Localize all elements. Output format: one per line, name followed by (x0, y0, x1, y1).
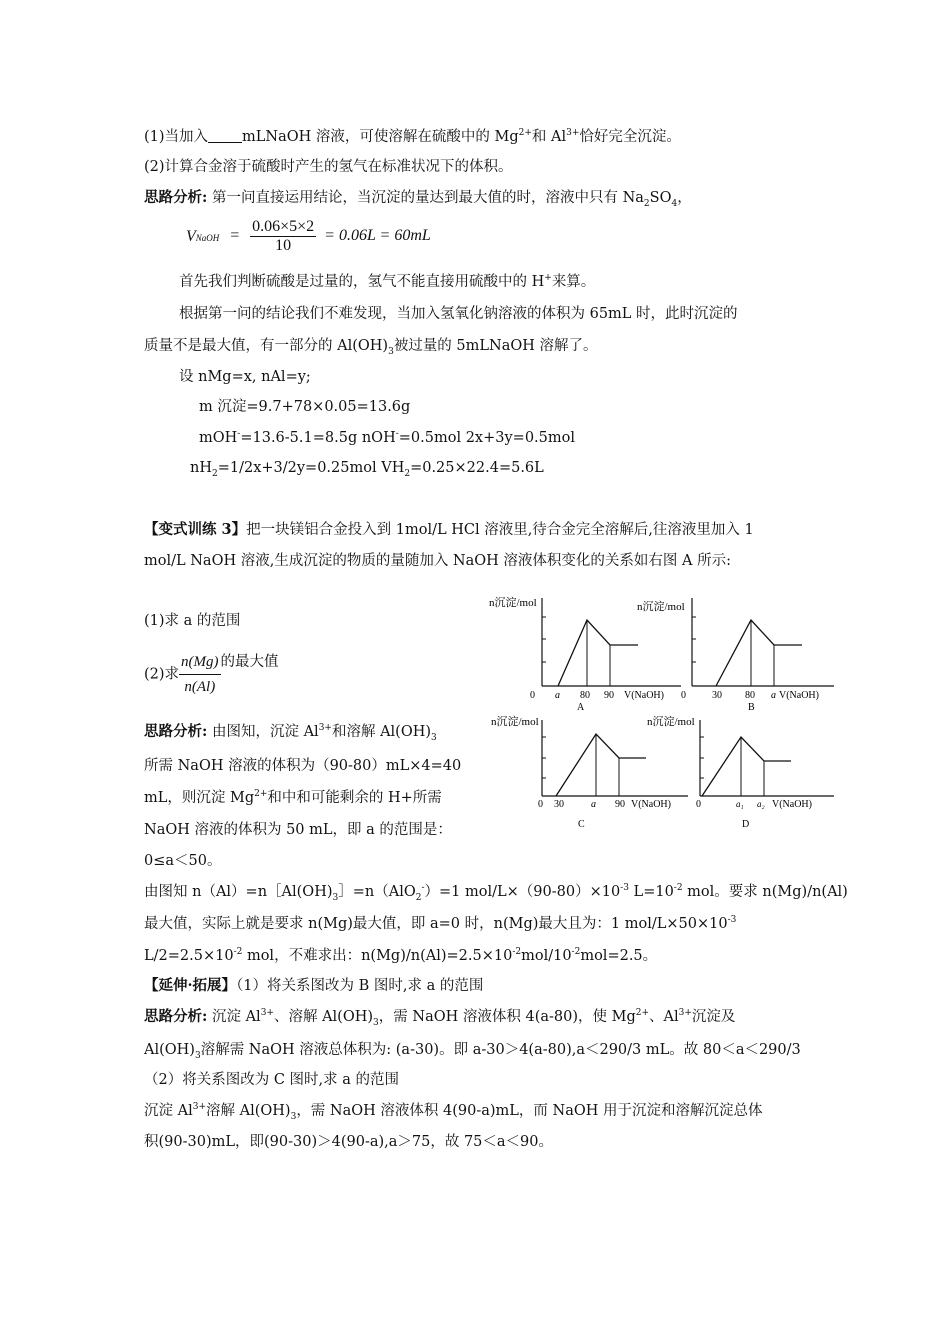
question-2: (2)计算合金溶于硫酸时产生的氢气在标准状况下的体积。 (144, 159, 513, 175)
graph-b (634, 592, 846, 712)
graph-b-tick: 80 (745, 690, 755, 701)
analysis-2: 思路分析: 由图知，沉淀 $Al^{3+}$和溶解 $Al(OH)_3$ (144, 723, 437, 743)
line-nh: $nH_2=1/2x+3/2y=0.25mol$ $VH_2=0.25\times 22.4=5.6L$ (190, 460, 544, 479)
graph-a-xlabel: V(NaOH) (624, 690, 664, 701)
graph-b-tick: a (771, 690, 776, 701)
graph-b-xlabel: V(NaOH) (779, 690, 819, 701)
analysis-2e: 0≤a＜50。 (144, 853, 222, 869)
graph-b-ylabel: n沉淀/mol (637, 601, 685, 613)
graph-c-curve (556, 734, 646, 796)
full-line-2: 最大值，实际上就是要求 n(Mg)最大值，即 a=0 时，n(Mg)最大且为：1 mol/$L\times 50\times 10^{-3}$ (144, 915, 737, 932)
graph-a-caption: A (577, 702, 585, 712)
full-line-1: 由图知 $n(Al)=n[Al(OH)_3]=n(AlO_2^-)=1$ mol/$L\times(90-80)\times 10^{-3}$ $L=10^{-2}$ mol。要求 n(Mg)/n(Al) (144, 883, 848, 903)
graph-a-tick: 80 (580, 690, 590, 701)
line-a: 根据第一问的结论我们不难发现，当加入氢氧化钠溶液的体积为 65mL 时，此时沉淀的 (179, 306, 738, 322)
graph-c-tick: a (591, 799, 596, 810)
graph-d-xlabel: V(NaOH) (772, 799, 812, 810)
graph-d (644, 712, 840, 837)
graph-c-xlabel: V(NaOH) (631, 799, 671, 810)
graph-c-ylabel: n沉淀/mol (491, 716, 539, 728)
graph-c-caption: C (578, 819, 585, 830)
graph-b-tick: 0 (681, 690, 686, 701)
graph-c-tick: 90 (615, 799, 625, 810)
graph-d-curve (702, 737, 791, 796)
graph-a-tick: 90 (604, 690, 614, 701)
graph-d-tick: 0 (696, 799, 701, 810)
line-set: 设 nMg=x, nAl=y; (179, 369, 311, 385)
graph-c-tick: 0 (538, 799, 543, 810)
analysis-4: 沉淀 $Al^{3+}$溶解 $Al(OH)_3$，需 NaOH 溶液体积 4(90-a)mL，而 NaOH 用于沉淀和溶解沉淀总体 (144, 1102, 763, 1122)
line-m: m 沉淀=9.7+78×0.05=13.6g (199, 399, 411, 415)
graph-b-curve (716, 620, 802, 686)
variation-3: 【变式训练 3】把一块镁铝合金投入到 1mol/L HCl 溶液里,待合金完全溶解后,往溶液里加入 1 (144, 521, 754, 538)
graph-c-tick: 30 (554, 799, 564, 810)
analysis-2b: 所需 NaOH 溶液的体积为（90-80）mL×4=40 (144, 758, 462, 774)
graph-a-ylabel: n沉淀/mol (489, 597, 537, 609)
analysis-3: 思路分析: 沉淀 $Al^{3+}$、溶解 $Al(OH)_3$，需 NaOH 溶液体积 4(a-80)，使 $Mg^{2+}$、$Al^{3+}$沉淀及 (144, 1008, 736, 1028)
analysis-4b: 积(90-30)mL，即(90-30)＞4(90-a),a＞75，故 75＜a＜90。 (144, 1134, 554, 1150)
full-line-3: $L/2=2.5\times 10^{-2}$ mol，不难求出：$n(Mg)/n(Al)=2.5\times 10^{-2}mol/10^{-2}mol=2.5$。 (144, 947, 658, 964)
graph-b-caption: B (748, 702, 755, 712)
graph-a-curve (558, 620, 638, 686)
extension-2: （2）将关系图改为 C 图时,求 a 的范围 (144, 1072, 400, 1088)
answer-blank (208, 128, 242, 143)
sub-question-2: (2)求 $\frac{n(Mg)}{n(Al)}$ 的最大值 (144, 650, 279, 699)
graph-d-tick: a₁ (736, 799, 744, 809)
line-oh: mOH-=13.6-5.1=8.5g nOH-=0.5mol 2x+3y=0.5mol (199, 429, 575, 446)
line-h-plus: 首先我们判断硫酸是过量的，氢气不能直接用硫酸中的 H+来算。 (179, 273, 596, 290)
analysis-1: 思路分析: 第一问直接运用结论，当沉淀的量达到最大值的时，溶液中只有 $Na_2SO_4$， (144, 189, 692, 209)
extension-1: 【延伸·拓展】（1）将关系图改为 B 图时,求 a 的范围 (144, 977, 484, 994)
graph-d-tick: a₂ (757, 799, 765, 809)
question-1: (1)当加入 mLNaOH 溶液，可使溶解在硫酸中的 $Mg^{2+}$和 $Al^{3+}$恰好完全沉淀。 (144, 128, 681, 145)
graph-a-tick: a (555, 690, 560, 701)
variation-3-cont: mol/L NaOH 溶液,生成沉淀的物质的量随加入 NaOH 溶液体积变化的关系如右图 A 所示: (144, 553, 731, 569)
line-b: 质量不是最大值，有一部分的 $Al(OH)_3$被过量的 5mLNaOH 溶解了。 (144, 338, 598, 357)
sub-question-1: (1)求 a 的范围 (144, 613, 241, 629)
analysis-2d: NaOH 溶液的体积为 50 mL，即 a 的范围是： (144, 822, 452, 838)
graph-d-caption: D (742, 819, 750, 830)
graph-b-tick: 30 (712, 690, 722, 701)
graph-d-ylabel: n沉淀/mol (647, 716, 695, 728)
naoh-volume-formula: VNaOH = $\frac{0.06\times 5\times 2}{10}$ = 0.06L = 60mL (186, 218, 431, 254)
analysis-3b: $Al(OH)_3$溶解需 NaOH 溶液总体积为: (a-30)。即 a-30＞4(a-80),a＜290/3 mL。故 80＜a＜290/3 (144, 1042, 801, 1061)
graph-a-tick: 0 (530, 690, 535, 701)
analysis-2c: mL，则沉淀 $Mg^{2+}$和中和可能剩余的 H+所需 (144, 789, 442, 806)
